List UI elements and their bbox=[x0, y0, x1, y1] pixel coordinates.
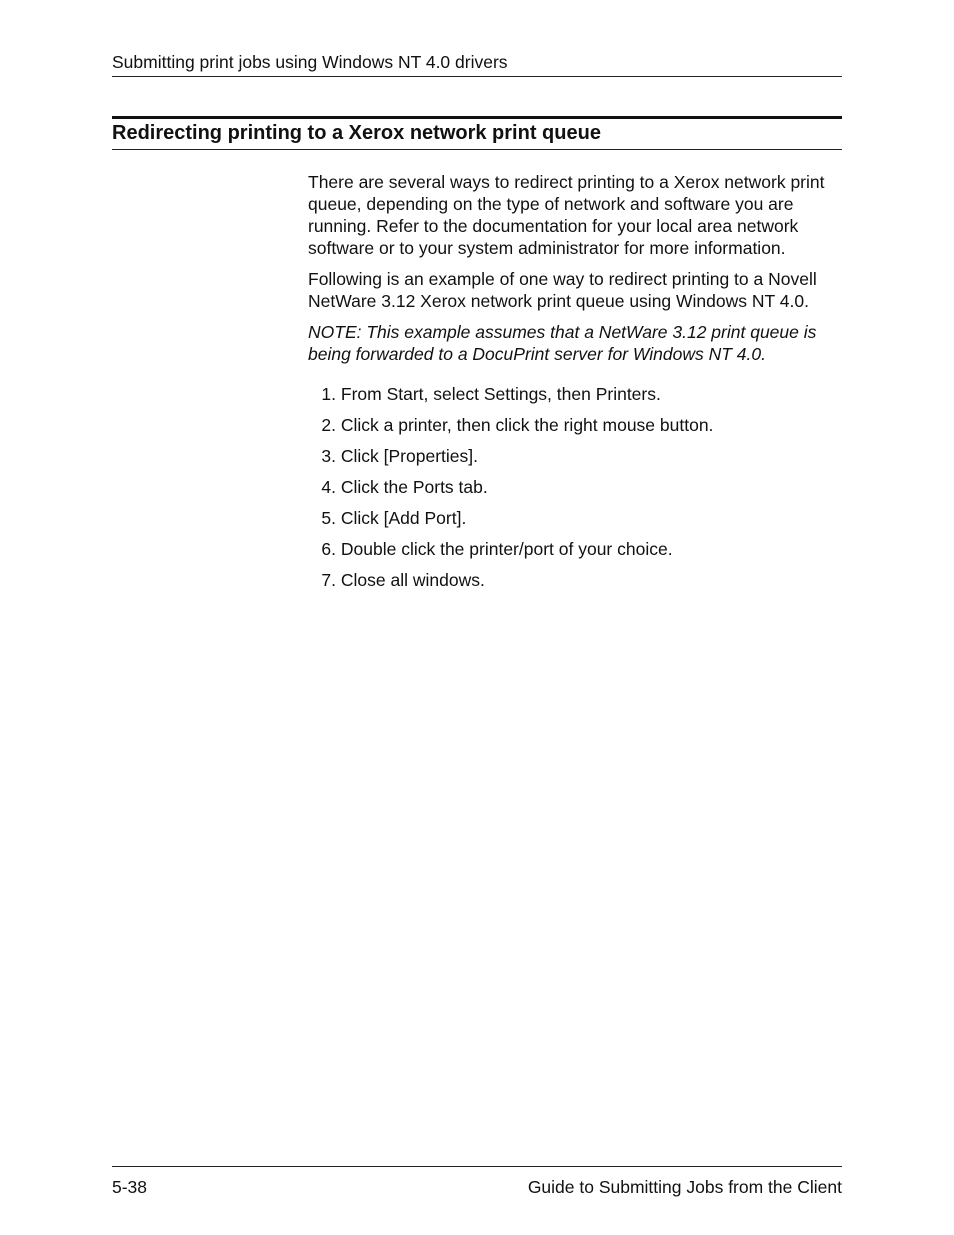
step-text: From Start, select Settings, then Printers. bbox=[340, 384, 661, 404]
step-item bbox=[308, 476, 844, 507]
footer-divider bbox=[112, 1166, 842, 1167]
step-item bbox=[308, 383, 844, 414]
section-top-divider bbox=[112, 116, 842, 119]
section-title: Redirecting printing to a Xerox network print queue bbox=[112, 122, 601, 144]
step-number: 6. bbox=[321, 539, 336, 559]
step-text: Click [Properties]. bbox=[340, 446, 478, 466]
footer-book-title: Guide to Submitting Jobs from the Client bbox=[527, 1177, 842, 1197]
running-header: Submitting print jobs using Windows NT 4.0 drivers bbox=[112, 52, 508, 72]
step-number: 1. bbox=[321, 384, 336, 404]
step-text: Click a printer, then click the right mouse button. bbox=[340, 415, 714, 435]
step-item bbox=[308, 538, 844, 569]
step-item bbox=[308, 445, 844, 476]
step-text: Close all windows. bbox=[340, 570, 485, 590]
step-text: Double click the printer/port of your choice. bbox=[340, 539, 673, 559]
step-text: Click the Ports tab. bbox=[340, 477, 488, 497]
step-number: 4. bbox=[321, 477, 336, 497]
section-bottom-divider bbox=[112, 149, 842, 150]
step-number: 2. bbox=[321, 415, 336, 435]
note-paragraph: NOTE: This example assumes that a NetWare 3.12 print queue is being forwarded to a DocuPrint server for Windows NT 4.0. bbox=[308, 322, 817, 364]
page-number: 5-38 bbox=[112, 1177, 148, 1197]
header-divider bbox=[112, 76, 842, 77]
step-number: 7. bbox=[321, 570, 336, 590]
body-column bbox=[308, 171, 844, 600]
step-item bbox=[308, 414, 844, 445]
example-paragraph: Following is an example of one way to redirect printing to a Novell NetWare 3.12 Xerox network print queue using Windows NT 4.0. bbox=[308, 269, 817, 311]
step-text: Click [Add Port]. bbox=[340, 508, 467, 528]
step-number: 5. bbox=[321, 508, 336, 528]
intro-paragraph: There are several ways to redirect printing to a Xerox network print queue, depending on the type of network and software you are running. Refer to the documentation for your local area network software or to your system administrator for more information. bbox=[308, 172, 825, 258]
step-item bbox=[308, 507, 844, 538]
step-item bbox=[308, 569, 844, 600]
steps-list bbox=[308, 383, 844, 600]
step-number: 3. bbox=[321, 446, 336, 466]
